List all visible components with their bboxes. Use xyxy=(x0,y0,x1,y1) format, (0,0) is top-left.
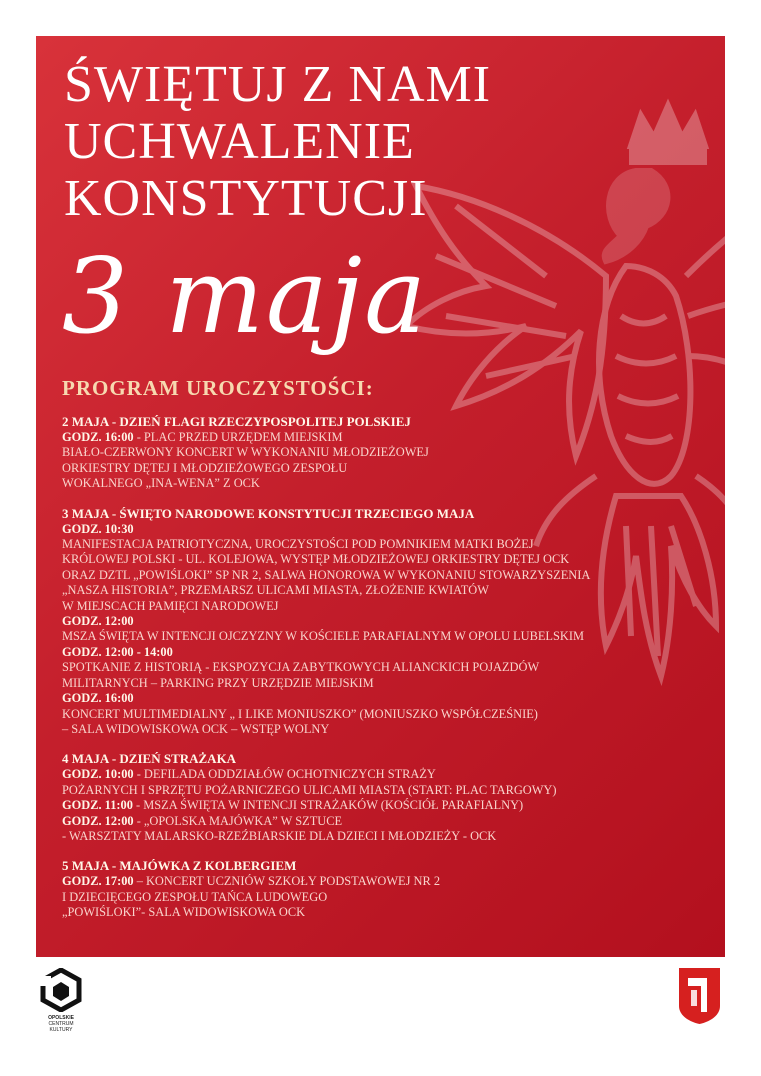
program-line xyxy=(62,629,722,644)
event-hour: GODZ. 17:00 xyxy=(62,874,134,889)
program-line xyxy=(62,583,722,598)
program-line xyxy=(62,676,722,691)
program-section xyxy=(62,751,722,844)
event-text: KONCERT MULTIMEDIALNY „ I LIKE MONIUSZKO” (MONIUSZKO WSPÓŁCZEŚNIE) xyxy=(62,706,538,721)
program-line xyxy=(62,476,722,491)
section-title: 4 MAJA - DZIEŃ STRAŻAKA xyxy=(62,751,237,767)
event-text: - DEFILADA ODDZIAŁÓW OCHOTNICZYCH STRAŻY xyxy=(133,767,436,782)
event-text: ORAZ DZTL „POWIŚLOKI” SP NR 2, SALWA HONOROWA W WYKONANIU STOWARZYSZENIA xyxy=(62,567,591,582)
event-hour: GODZ. 10:30 xyxy=(62,521,134,536)
event-text: POŻARNYCH I SPRZĘTU POŻARNICZEGO ULICAMI MIASTA (START: PLAC TARGOWY) xyxy=(62,782,557,797)
title-line-2: UCHWALENIE xyxy=(64,113,415,170)
program-line xyxy=(62,660,722,675)
title-date-script: 3 maja xyxy=(62,235,429,357)
title-line-3: KONSTYTUCJI xyxy=(64,170,428,227)
program-line xyxy=(62,645,722,660)
program-line xyxy=(62,461,722,476)
section-title: 3 MAJA - ŚWIĘTO NARODOWE KONSTYTUCJI TRZECIEGO MAJA xyxy=(62,505,475,521)
program-line xyxy=(62,783,722,798)
program-line xyxy=(62,614,722,629)
event-text: „NASZA HISTORIA”, PRZEMARSZ ULICAMI MIASTA, ZŁOŻENIE KWIATÓW xyxy=(62,583,489,598)
program-line xyxy=(62,599,722,614)
program-section xyxy=(62,414,722,492)
program-line xyxy=(62,691,722,706)
event-hour: GODZ. 16:00 xyxy=(62,691,134,706)
event-text: SPOTKANIE Z HISTORIĄ - EKSPOZYCJA ZABYTKOWYCH ALIANCKICH POJAZDÓW xyxy=(62,660,540,675)
event-hour: GODZ. 11:00 xyxy=(62,798,133,813)
program-line xyxy=(62,722,722,737)
event-hour: GODZ. 12:00 xyxy=(62,614,134,629)
program-section xyxy=(62,506,722,738)
program-line xyxy=(62,430,722,445)
program-line xyxy=(62,829,722,844)
logo-text-line-3: KULTURY xyxy=(49,1027,73,1033)
event-text: – SALA WIDOWISKOWA OCK – WSTĘP WOLNY xyxy=(62,721,330,736)
event-text: ORKIESTRY DĘTEJ I MŁODZIEŻOWEGO ZESPOŁU xyxy=(62,460,348,475)
program-line xyxy=(62,905,722,920)
section-title: 5 MAJA - MAJÓWKA Z KOLBERGIEM xyxy=(62,858,297,874)
page-title xyxy=(64,56,491,227)
logo-text-line-2: CENTRUM xyxy=(48,1021,74,1027)
program-line xyxy=(62,568,722,583)
opolskie-centrum-kultury-logo xyxy=(36,968,86,1058)
event-hour: GODZ. 16:00 xyxy=(62,430,134,444)
cube-logo-icon xyxy=(39,968,83,1012)
event-hour: GODZ. 12:00 xyxy=(62,813,134,828)
poster-background xyxy=(36,36,725,957)
logo-text-line-1: OPOLSKIE xyxy=(48,1015,74,1021)
event-text: MANIFESTACJA PATRIOTYCZNA, UROCZYSTOŚCI POD POMNIKIEM MATKI BOŻEJ xyxy=(62,537,534,552)
coat-of-arms-icon xyxy=(677,966,722,1026)
event-text: WOKALNEGO „INA-WENA” Z OCK xyxy=(62,476,260,491)
program-line xyxy=(62,552,722,567)
program-line xyxy=(62,890,722,905)
event-hour: GODZ. 10:00 xyxy=(62,767,134,782)
program-line xyxy=(62,874,722,889)
event-hour: GODZ. 12:00 - 14:00 xyxy=(62,644,173,659)
event-text: – KONCERT UCZNIÓW SZKOŁY PODSTAWOWEJ NR 2 xyxy=(133,874,441,889)
event-text: I DZIECIĘCEGO ZESPOŁU TAŃCA LUDOWEGO xyxy=(62,889,328,904)
program-content xyxy=(62,414,722,935)
event-text: W MIEJSCACH PAMIĘCI NARODOWEJ xyxy=(62,598,279,613)
program-line xyxy=(62,445,722,460)
event-text: MILITARNYCH – PARKING PRZY URZĘDZIE MIEJSKIM xyxy=(62,675,374,690)
event-text: KRÓLOWEJ POLSKI - UL. KOLEJOWA, WYSTĘP MŁODZIEŻOWEJ ORKIESTRY DĘTEJ OCK xyxy=(62,552,570,567)
program-line xyxy=(62,798,722,813)
event-text: - „OPOLSKA MAJÓWKA” W SZTUCE xyxy=(133,813,343,828)
event-text: - WARSZTATY MALARSKO-RZEŹBIARSKIE DLA DZIECI I MŁODZIEŻY - OCK xyxy=(62,828,497,843)
event-text: - PLAC PRZED URZĘDEM MIEJSKIM xyxy=(133,430,343,444)
event-text: BIAŁO-CZERWONY KONCERT W WYKONANIU MŁODZIEŻOWEJ xyxy=(62,445,429,460)
program-heading: PROGRAM UROCZYSTOŚCI: xyxy=(62,376,374,400)
event-text: MSZA ŚWIĘTA W INTENCJI OJCZYZNY W KOŚCIELE PARAFIALNYM W OPOLU LUBELSKIM xyxy=(62,629,584,644)
program-line xyxy=(62,537,722,552)
program-line xyxy=(62,522,722,537)
title-line-1: ŚWIĘTUJ Z NAMI xyxy=(64,56,492,113)
program-line xyxy=(62,814,722,829)
event-text: - MSZA ŚWIĘTA W INTENCJI STRAŻAKÓW (KOŚCIÓŁ PARAFIALNY) xyxy=(132,798,524,813)
program-line xyxy=(62,707,722,722)
program-section xyxy=(62,858,722,920)
section-title: 2 MAJA - DZIEŃ FLAGI RZECZYPOSPOLITEJ POLSKIEJ xyxy=(62,414,411,429)
event-text: „POWIŚLOKI”- SALA WIDOWISKOWA OCK xyxy=(62,905,306,920)
program-line xyxy=(62,767,722,782)
